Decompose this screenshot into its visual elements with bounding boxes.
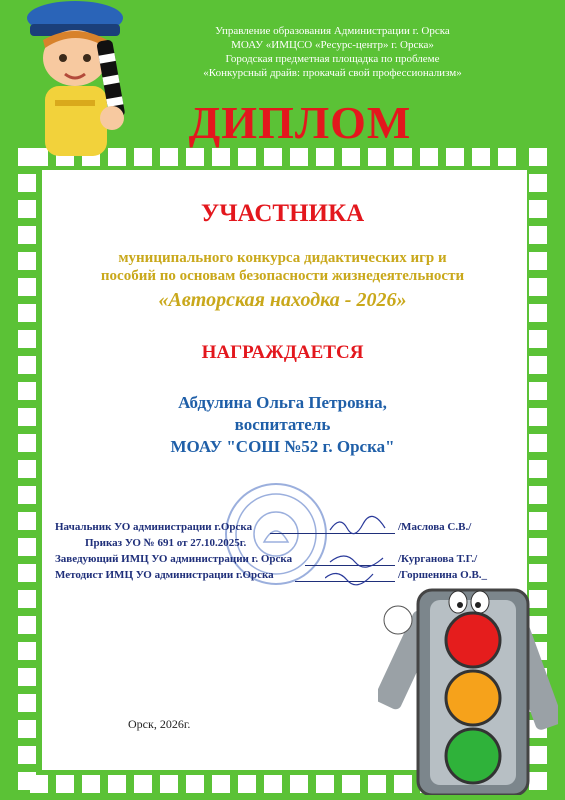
signature-role-2: Заведующий ИМЦ УО администрации г. Орска bbox=[55, 553, 293, 565]
awarded-label: НАГРАЖДАЕТСЯ bbox=[201, 342, 364, 363]
frame-notch bbox=[134, 775, 152, 793]
frame-notch bbox=[446, 148, 464, 166]
header-line-2: МОАУ «ИМЦСО «Ресурс-центр» г. Орска» bbox=[231, 39, 434, 51]
frame-notch bbox=[212, 148, 230, 166]
recipient-organization: МОАУ "СОШ №52 г. Орска" bbox=[170, 437, 395, 456]
frame-notch bbox=[498, 148, 516, 166]
recipient-position: воспитатель bbox=[234, 415, 331, 434]
contest-line-1: муниципального конкурса дидактических игр и bbox=[118, 250, 447, 266]
frame-notch bbox=[264, 775, 282, 793]
frame-notch bbox=[18, 642, 36, 660]
frame-notch bbox=[18, 512, 36, 530]
frame-notch bbox=[529, 538, 547, 556]
certificate-title: ДИПЛОМ bbox=[188, 97, 412, 148]
recipient-name: Абдулина Ольга Петровна, bbox=[178, 393, 387, 412]
frame-notch bbox=[18, 746, 36, 764]
frame-notch bbox=[342, 775, 360, 793]
frame-notch bbox=[186, 148, 204, 166]
frame-notch bbox=[529, 226, 547, 244]
signature-name-3: /Горшенина О.В._ bbox=[398, 569, 488, 581]
frame-notch bbox=[316, 775, 334, 793]
frame-notch bbox=[56, 775, 74, 793]
frame-notch bbox=[82, 775, 100, 793]
header-line-1: Управление образования Администрации г. Орска bbox=[215, 25, 450, 37]
frame-notch bbox=[529, 486, 547, 504]
frame-notch bbox=[529, 460, 547, 478]
traffic-light-icon bbox=[378, 580, 558, 795]
frame-notch bbox=[18, 174, 36, 192]
frame-notch bbox=[18, 694, 36, 712]
frame-notch bbox=[18, 460, 36, 478]
certificate-subtitle: УЧАСТНИКА bbox=[200, 200, 365, 227]
signature-role-3: Методист ИМЦ УО администрации г.Орска bbox=[55, 569, 274, 581]
order-line: Приказ УО № 691 от 27.10.2025г. bbox=[85, 537, 247, 549]
frame-notch bbox=[420, 148, 438, 166]
frame-notch bbox=[368, 148, 386, 166]
frame-notch bbox=[18, 226, 36, 244]
frame-notch bbox=[18, 564, 36, 582]
frame-notch bbox=[18, 668, 36, 686]
frame-notch bbox=[529, 512, 547, 530]
frame-notch bbox=[108, 775, 126, 793]
frame-notch bbox=[18, 720, 36, 738]
frame-notch bbox=[342, 148, 360, 166]
frame-notch bbox=[160, 148, 178, 166]
frame-notch bbox=[18, 772, 36, 790]
frame-notch bbox=[18, 538, 36, 556]
frame-notch bbox=[18, 590, 36, 608]
frame-notch bbox=[18, 616, 36, 634]
frame-notch bbox=[264, 148, 282, 166]
header-line-3: Городская предметная площадка по проблеме bbox=[225, 53, 440, 65]
frame-notch bbox=[529, 174, 547, 192]
frame-notch bbox=[529, 148, 547, 166]
frame-notch bbox=[18, 486, 36, 504]
signature-name-2: /Курганова Т.Г./ bbox=[398, 553, 478, 565]
handwritten-signatures bbox=[325, 510, 395, 590]
footer-place-date: Орск, 2026г. bbox=[128, 717, 191, 731]
frame-notch bbox=[290, 148, 308, 166]
header-line-4: «Конкурсный драйв: прокачай свой профессионализм» bbox=[203, 67, 462, 79]
frame-notch bbox=[290, 775, 308, 793]
frame-notch bbox=[472, 148, 490, 166]
signature-name-1: /Маслова С.В./ bbox=[398, 521, 472, 533]
frame-notch bbox=[160, 775, 178, 793]
contest-line-2: пособий по основам безопасности жизнедеятельности bbox=[100, 268, 465, 284]
frame-notch bbox=[238, 775, 256, 793]
frame-notch bbox=[316, 148, 334, 166]
contest-name: «Авторская находка - 2026» bbox=[158, 289, 407, 311]
frame-notch bbox=[212, 775, 230, 793]
frame-notch bbox=[186, 775, 204, 793]
frame-notch bbox=[238, 148, 256, 166]
frame-notch bbox=[394, 148, 412, 166]
signature-role-1: Начальник УО администрации г.Орска bbox=[55, 521, 253, 533]
